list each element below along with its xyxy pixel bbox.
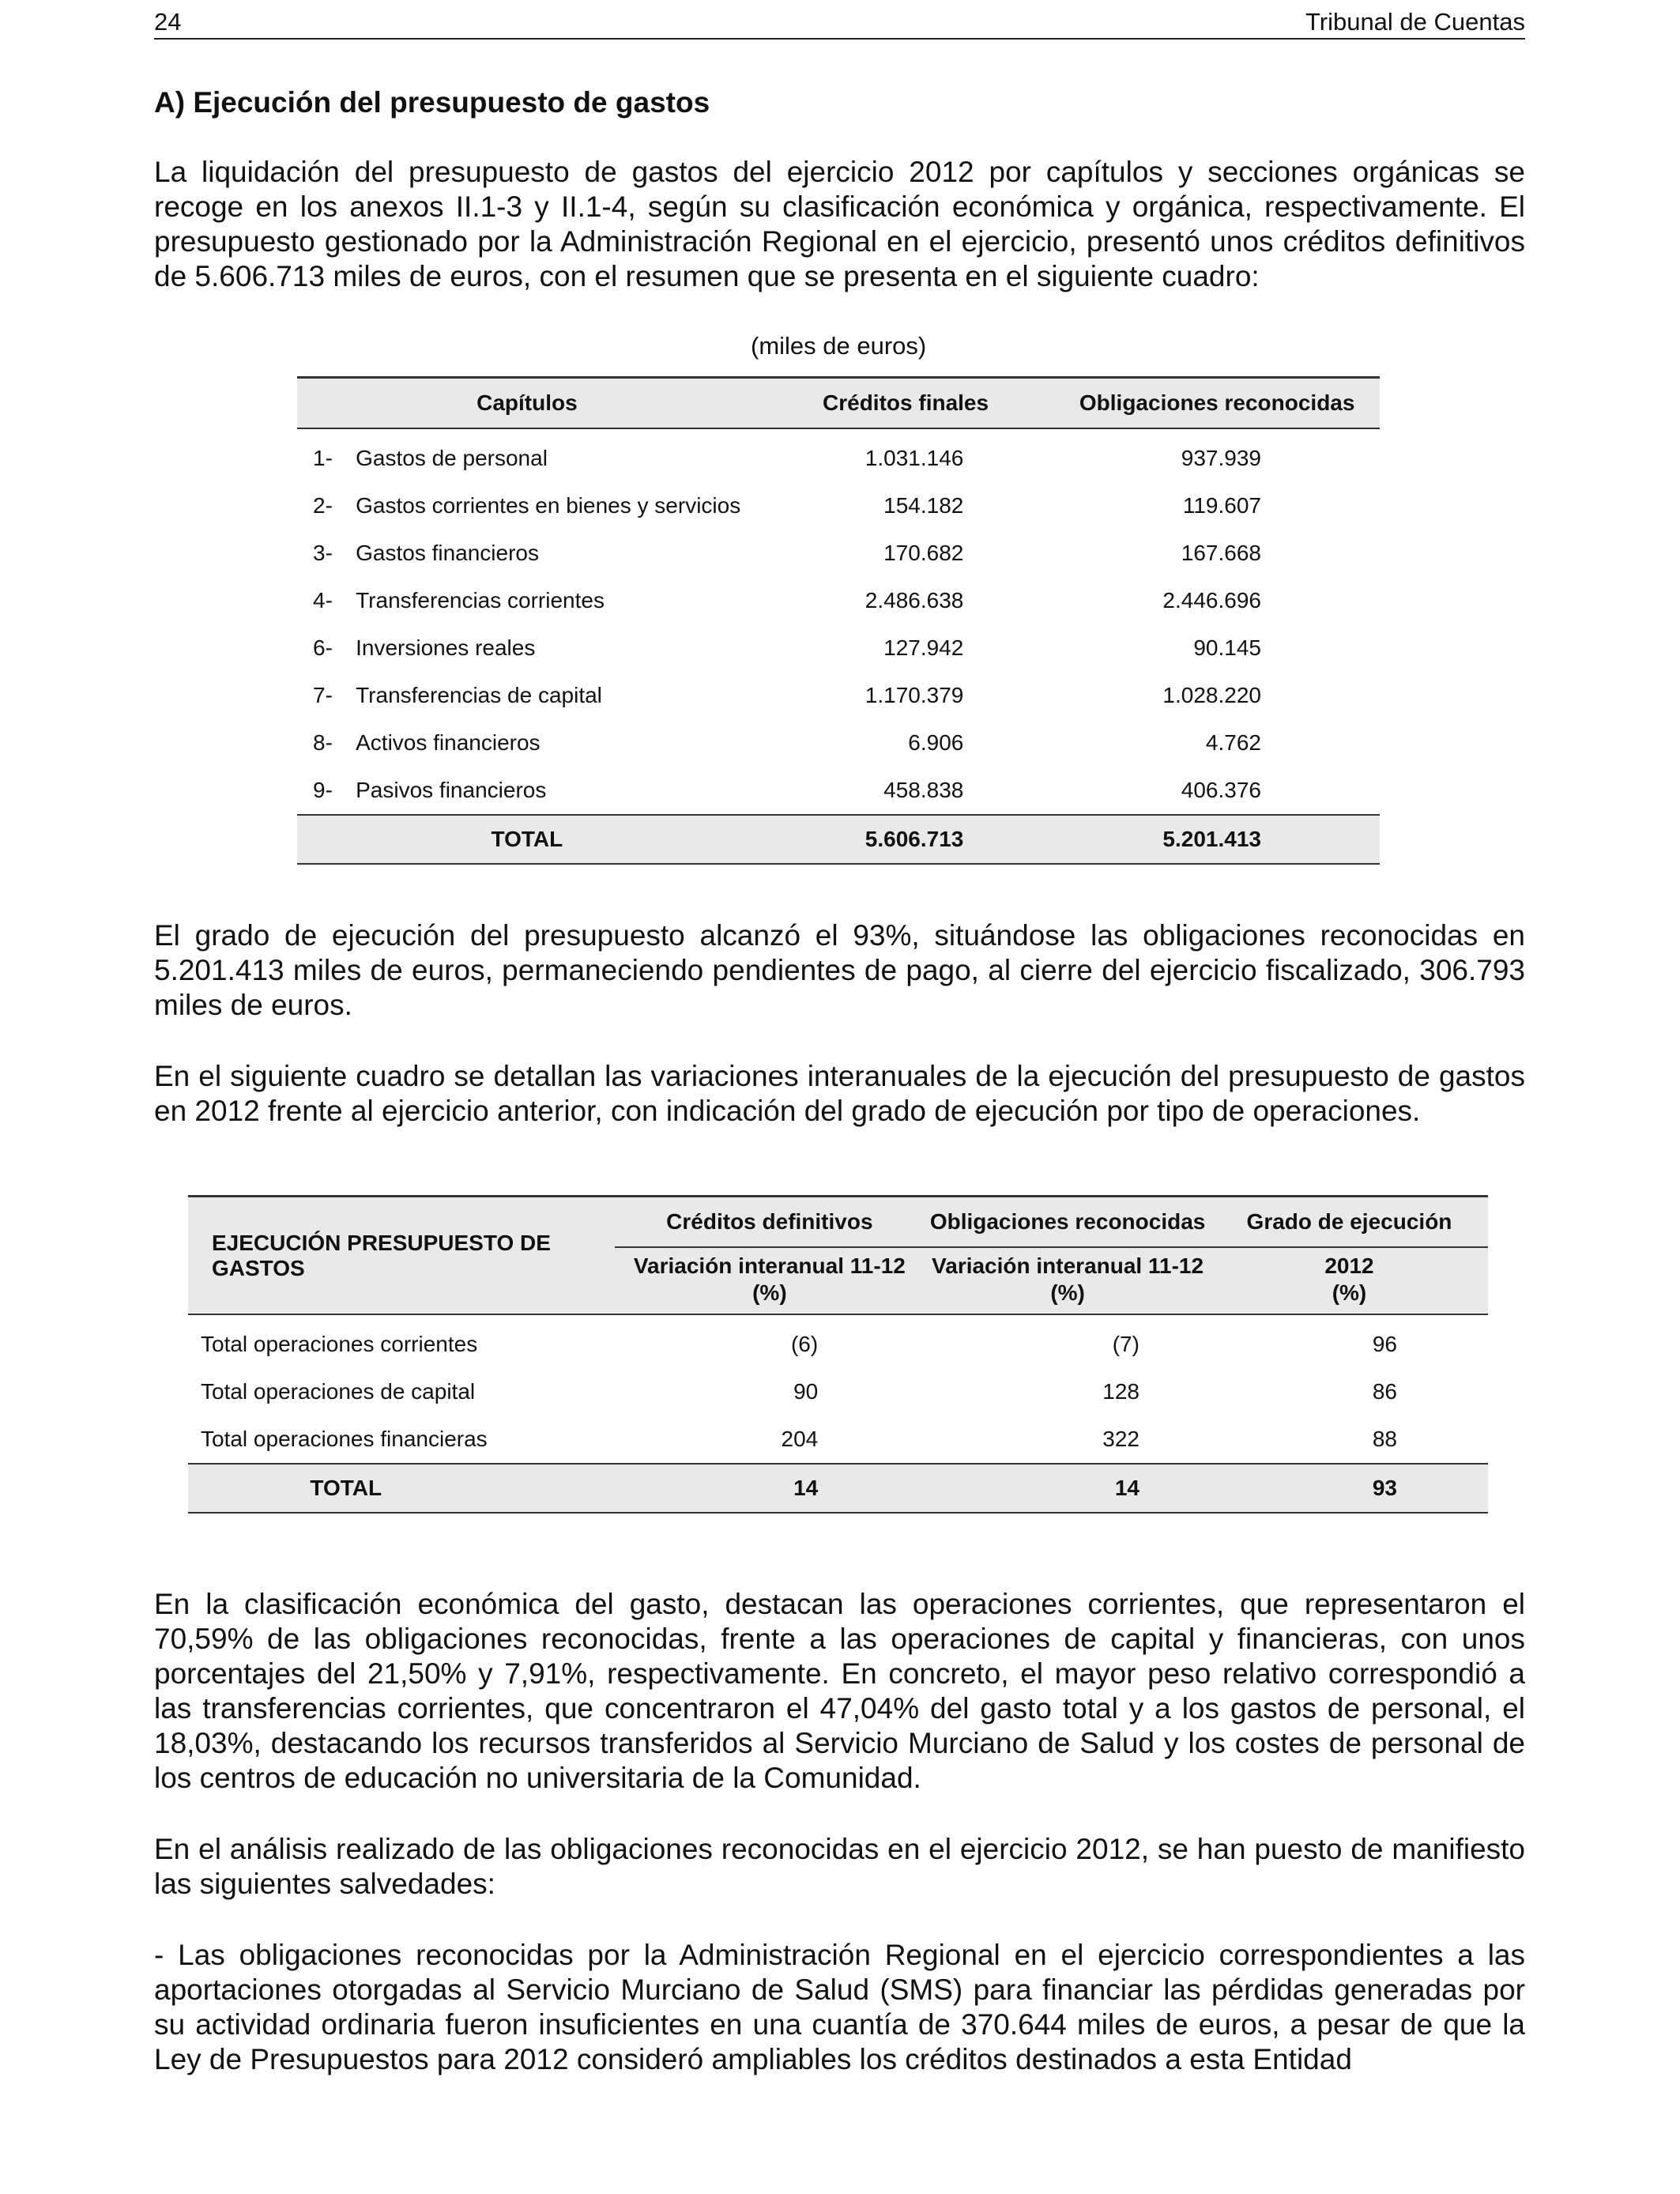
table1-header-obligaciones: Obligaciones reconocidas <box>1054 378 1380 429</box>
table-row <box>297 767 1380 815</box>
table-row <box>297 428 1380 482</box>
creditos-value: 127.942 <box>883 635 964 660</box>
table-row <box>188 1314 1488 1368</box>
chapter-number: 6- <box>313 635 333 660</box>
table1-header-capitulos: Capítulos <box>297 378 757 429</box>
section-title: A) Ejecución del presupuesto de gastos <box>154 86 710 119</box>
chapter-number: 9- <box>313 778 333 802</box>
creditos-variation: 204 <box>781 1427 819 1451</box>
table2-group-header-row <box>188 1197 1488 1248</box>
total-grado-ejecucion: 93 <box>1211 1464 1488 1513</box>
subheader-line: Variación interanual 11-12 <box>932 1253 1204 1278</box>
subheader-line: Variación interanual 11-12 <box>633 1253 906 1278</box>
running-header <box>154 6 1525 40</box>
creditos-value: 170.682 <box>883 541 964 565</box>
table2-header-obligaciones: Obligaciones reconocidas <box>925 1197 1211 1248</box>
obligaciones-value: 1.028.220 <box>1162 683 1261 707</box>
total-obligaciones: 5.201.413 <box>1054 815 1380 864</box>
chapter-name: Gastos de personal <box>356 446 548 470</box>
obligaciones-value: 4.762 <box>1205 730 1261 755</box>
creditos-variation: 90 <box>793 1379 819 1404</box>
obligaciones-variation: 322 <box>1102 1427 1139 1451</box>
total-obligaciones-variation: 14 <box>925 1464 1211 1513</box>
operation-label: Total operaciones corrientes <box>201 1332 478 1356</box>
obligaciones-value: 90.145 <box>1193 635 1261 660</box>
grado-ejecucion: 96 <box>1372 1332 1397 1356</box>
total-label: TOTAL <box>297 815 757 864</box>
table-row <box>188 1368 1488 1416</box>
chapter-number: 4- <box>313 588 333 613</box>
creditos-value: 2.486.638 <box>864 588 964 613</box>
chapter-name: Inversiones reales <box>356 635 536 660</box>
table2-header-creditos: Créditos definitivos <box>615 1197 925 1248</box>
obligaciones-value: 119.607 <box>1182 493 1261 518</box>
table1-total-row <box>297 815 1380 864</box>
creditos-value: 154.182 <box>883 493 964 518</box>
institution-name: Tribunal de Cuentas <box>1305 8 1525 36</box>
paragraph-1: La liquidación del presupuesto de gastos del ejercicio 2012 por capítulos y secciones orgánicas se recoge en los anexos II.1-3 y II.1-4, según su clasificación económica y orgánica, respectivamente. El presupuesto gestionado por la Administración Regional en el ejercicio, presentó unos créditos definitivos de 5.606.713 miles de euros, con el resumen que se presenta en el siguiente cuadro: <box>154 156 1525 292</box>
chapter-name: Activos financieros <box>356 730 541 755</box>
subheader-unit: (%) <box>1050 1280 1085 1305</box>
subheader-unit: (%) <box>752 1280 787 1305</box>
budget-chapters-table <box>297 376 1380 865</box>
chapter-number: 3- <box>313 541 333 565</box>
obligaciones-value: 167.668 <box>1181 541 1261 565</box>
total-creditos-variation: 14 <box>615 1464 925 1513</box>
grado-ejecucion: 88 <box>1372 1427 1397 1451</box>
table-row <box>297 672 1380 719</box>
table-row <box>297 624 1380 672</box>
table2-row-header: EJECUCIÓN PRESUPUESTO DE GASTOS <box>188 1197 615 1315</box>
chapter-name: Gastos corrientes en bienes y servicios <box>356 493 741 518</box>
subheader-line: 2012 <box>1324 1253 1374 1278</box>
creditos-variation: (6) <box>790 1332 819 1356</box>
table-row <box>297 577 1380 624</box>
table2-subheader-creditos <box>615 1247 925 1314</box>
table1-header-creditos: Créditos finales <box>757 378 1055 429</box>
table2-header-grado: Grado de ejecución <box>1211 1197 1488 1248</box>
execution-variation-table <box>188 1195 1488 1514</box>
table-row <box>188 1416 1488 1464</box>
grado-ejecucion: 86 <box>1372 1379 1397 1404</box>
table2-total-row <box>188 1464 1488 1513</box>
table-row <box>297 719 1380 767</box>
table2-subheader-obligaciones <box>925 1247 1211 1314</box>
obligaciones-value: 937.939 <box>1181 446 1261 470</box>
chapter-name: Transferencias corrientes <box>356 588 605 613</box>
obligaciones-value: 2.446.696 <box>1162 588 1261 613</box>
chapter-name: Transferencias de capital <box>356 683 602 707</box>
table2-subheader-grado <box>1211 1247 1488 1314</box>
paragraph-2: El grado de ejecución del presupuesto alcanzó el 93%, situándose las obligaciones reconocidas en 5.201.413 miles de euros, permaneciendo pendientes de pago, al cierre del ejercicio fiscalizado, 306.793 miles de euros. <box>154 919 1525 1021</box>
creditos-value: 6.906 <box>908 730 964 755</box>
creditos-value: 1.170.379 <box>864 683 964 707</box>
paragraph-5: En el análisis realizado de las obligaciones reconocidas en el ejercicio 2012, se han puesto de manifiesto las siguientes salvedades: <box>154 1833 1525 1900</box>
chapter-number: 2- <box>313 493 333 518</box>
subheader-unit: (%) <box>1332 1280 1367 1305</box>
table-row <box>297 482 1380 530</box>
obligaciones-variation: 128 <box>1102 1379 1139 1404</box>
chapter-number: 8- <box>313 730 333 755</box>
total-creditos: 5.606.713 <box>757 815 1055 864</box>
table1-caption: (miles de euros) <box>751 332 927 360</box>
operation-label: Total operaciones financieras <box>201 1427 488 1451</box>
chapter-number: 1- <box>313 446 333 470</box>
obligaciones-variation: (7) <box>1112 1332 1139 1356</box>
paragraph-6: - Las obligaciones reconocidas por la Administración Regional en el ejercicio correspondientes a las aportaciones otorgadas al Servicio Murciano de Salud (SMS) para financiar las pérdidas generadas por su actividad ordinaria fueron insuficientes en una cuantía de 370.644 miles de euros, a pesar de que la Ley de Presupuestos para 2012 consideró ampliables los créditos destinados a esta Entidad <box>154 1939 1525 2075</box>
creditos-value: 1.031.146 <box>864 446 964 470</box>
obligaciones-value: 406.376 <box>1181 778 1261 802</box>
table1-header-row <box>297 378 1380 429</box>
table-row <box>297 530 1380 577</box>
operation-label: Total operaciones de capital <box>201 1379 476 1404</box>
paragraph-4: En la clasificación económica del gasto, destacan las operaciones corrientes, que representaron el 70,59% de las obligaciones reconocidas, frente a las operaciones de capital y financieras, con unos porcentajes del 21,50% y 7,91%, respectivamente. En concreto, el mayor peso relativo correspondió a las transferencias corrientes, que concentraron el 47,04% del gasto total y a los gastos de personal, el 18,03%, destacando los recursos transferidos al Servicio Murciano de Salud y los costes de personal de los centros de educación no universitaria de la Comunidad. <box>154 1588 1525 1794</box>
chapter-name: Pasivos financieros <box>356 778 547 802</box>
chapter-name: Gastos financieros <box>356 541 539 565</box>
paragraph-3: En el siguiente cuadro se detallan las variaciones interanuales de la ejecución del presupuesto de gastos en 2012 frente al ejercicio anterior, con indicación del grado de ejecución por tipo de operaciones. <box>154 1060 1525 1127</box>
total-label: TOTAL <box>188 1464 615 1513</box>
creditos-value: 458.838 <box>883 778 964 802</box>
page-number: 24 <box>154 8 182 36</box>
chapter-number: 7- <box>313 683 333 707</box>
